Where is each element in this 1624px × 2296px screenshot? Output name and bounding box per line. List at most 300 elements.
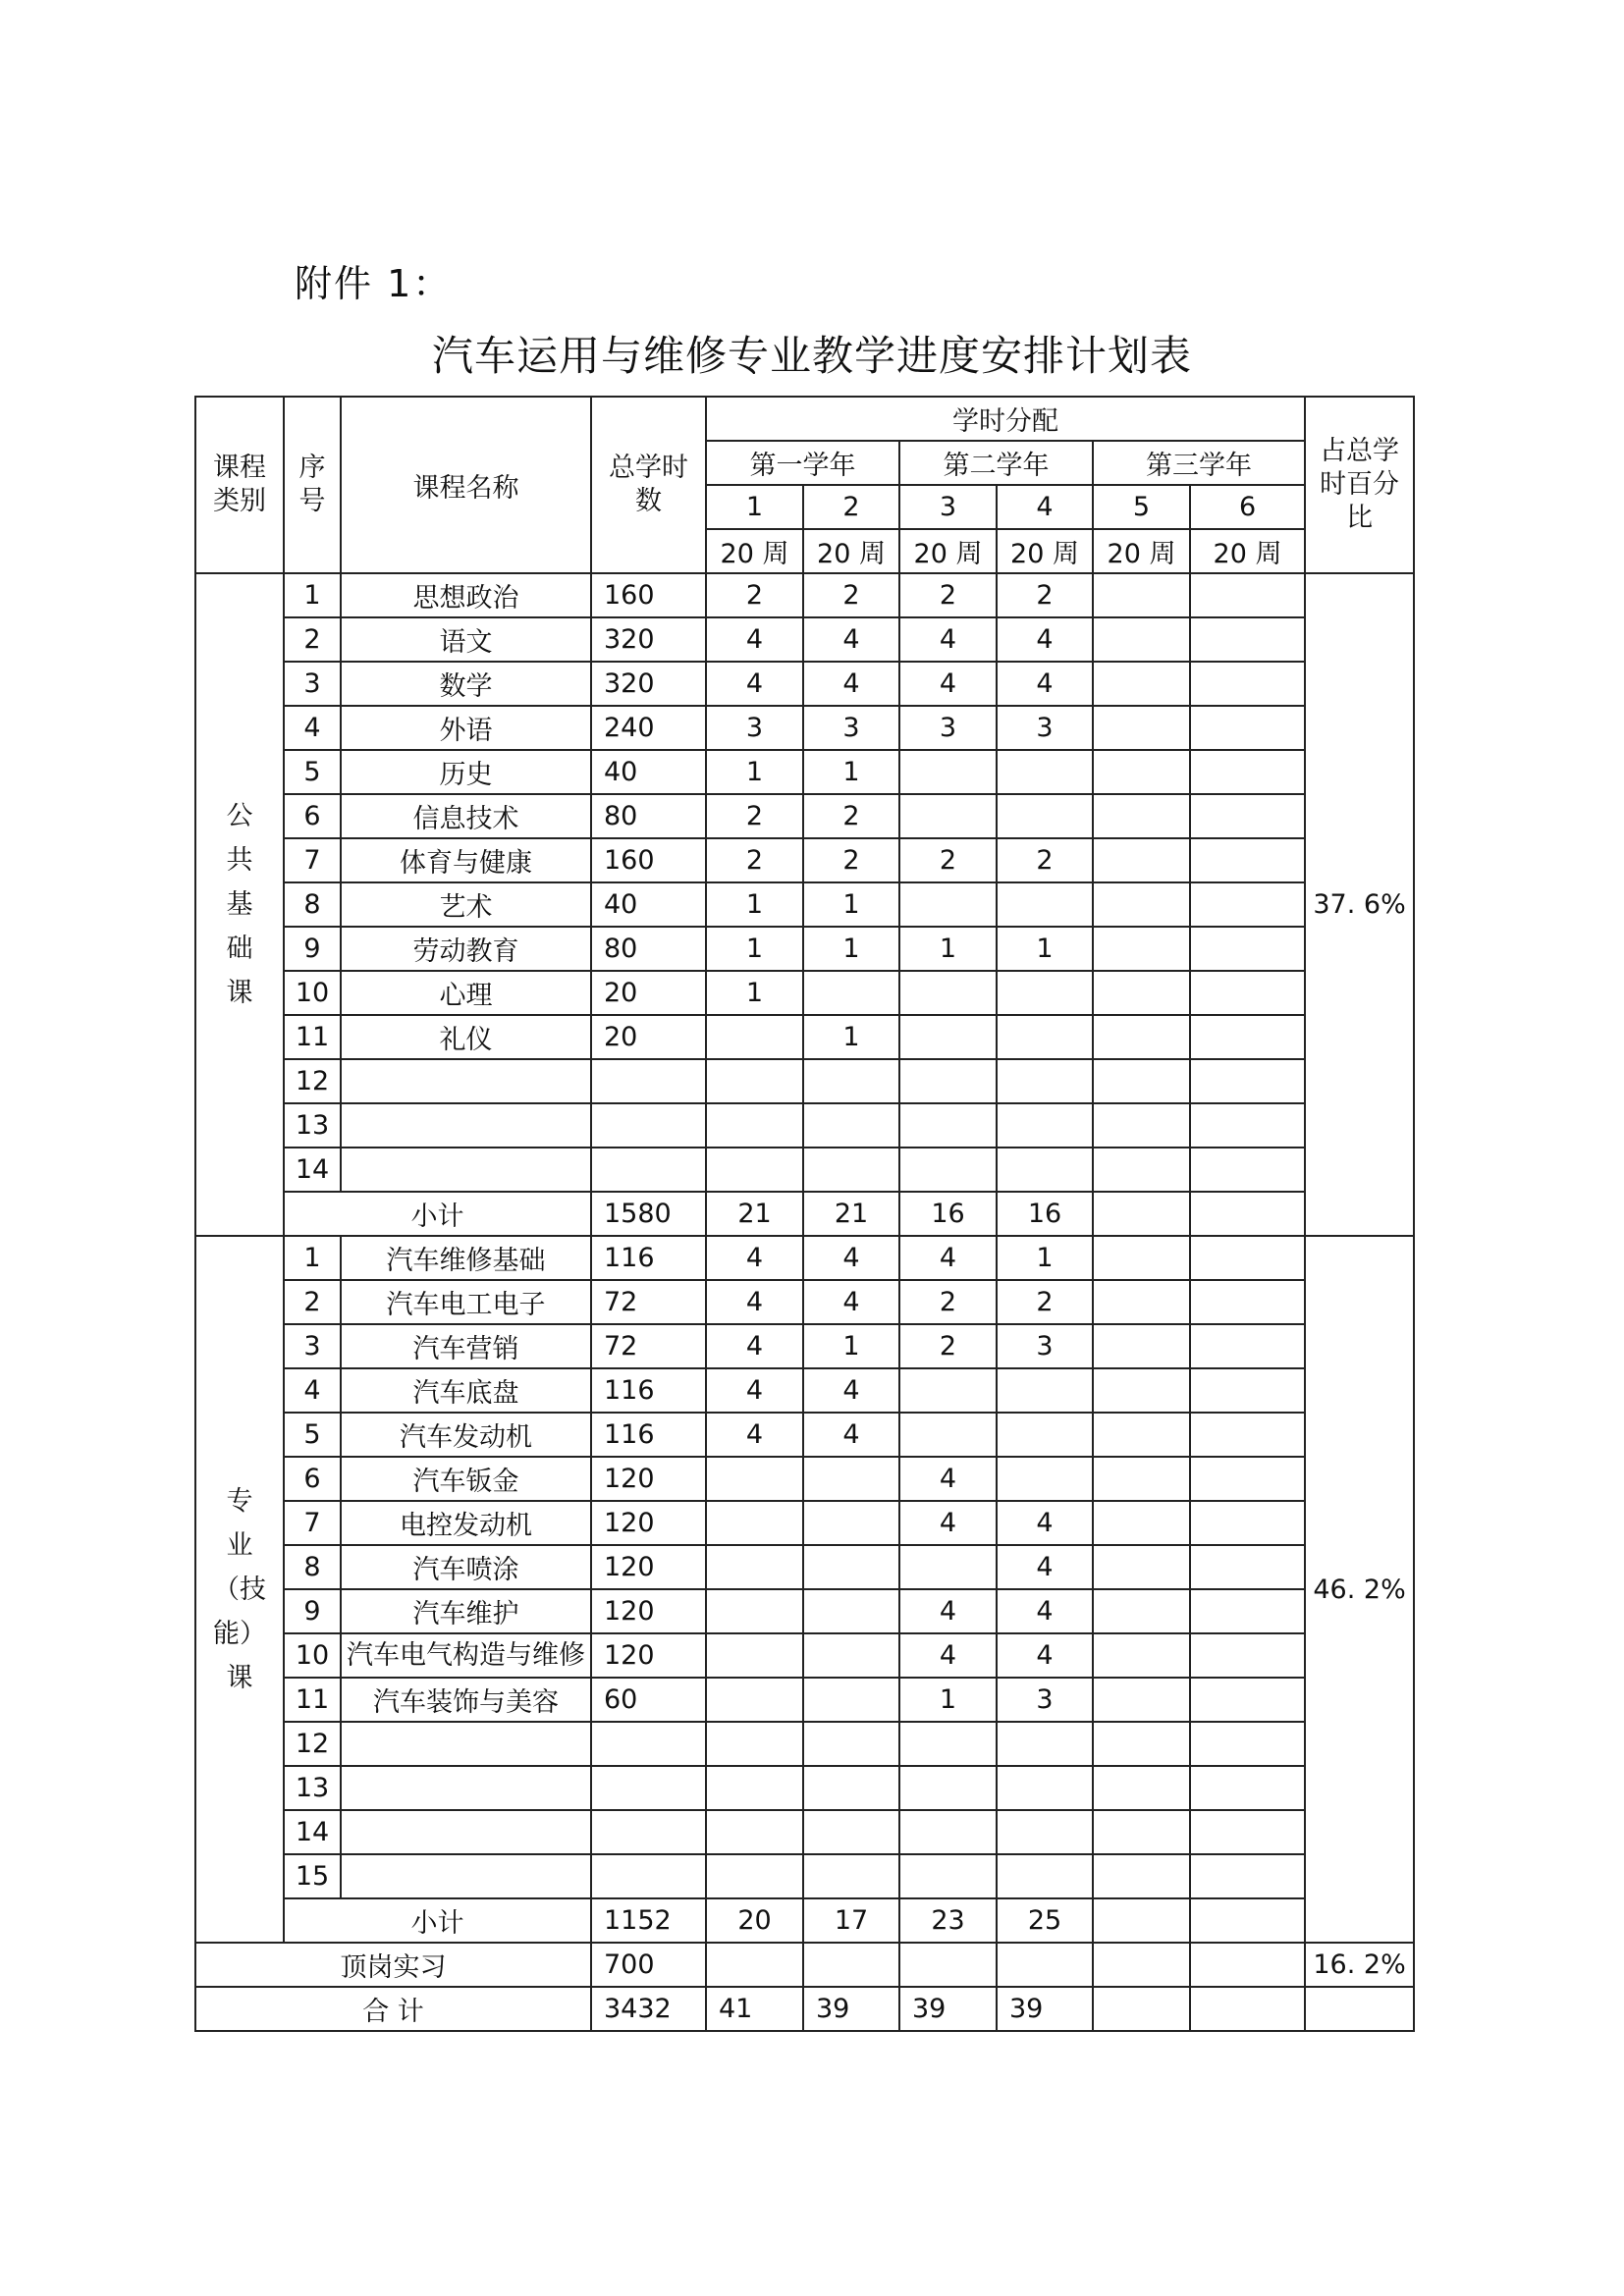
semester-hours-cell bbox=[997, 1368, 1093, 1413]
subtotal-semester-cell: 21 bbox=[706, 1192, 803, 1236]
semester-hours-cell bbox=[997, 1854, 1093, 1898]
semester-hours-cell bbox=[1190, 1854, 1305, 1898]
seq-cell: 4 bbox=[284, 1368, 341, 1413]
total-hours-cell: 120 bbox=[591, 1457, 706, 1501]
course-name-cell: 汽车装饰与美容 bbox=[341, 1678, 591, 1722]
total-hours-cell bbox=[591, 1854, 706, 1898]
semester-hours-cell bbox=[706, 1103, 803, 1148]
total-hours-cell: 120 bbox=[591, 1633, 706, 1678]
semester-hours-cell bbox=[899, 750, 997, 794]
semester-hours-cell bbox=[997, 1148, 1093, 1192]
semester-hours-cell bbox=[1093, 971, 1190, 1015]
percent-cell-public: 37. 6% bbox=[1305, 573, 1414, 1236]
semester-hours-cell bbox=[1190, 1236, 1305, 1280]
semester-hours-cell bbox=[1093, 1810, 1190, 1854]
total-hours-cell: 240 bbox=[591, 706, 706, 750]
subtotal-semester-cell: 21 bbox=[803, 1192, 899, 1236]
semester-hours-cell: 4 bbox=[899, 662, 997, 706]
header-year-3: 第三学年 bbox=[1093, 441, 1305, 485]
internship-total: 700 bbox=[591, 1943, 706, 1987]
semester-hours-cell: 1 bbox=[899, 927, 997, 971]
seq-cell: 7 bbox=[284, 1501, 341, 1545]
semester-hours-cell bbox=[899, 882, 997, 927]
semester-hours-cell bbox=[1093, 617, 1190, 662]
category-char: 能） bbox=[213, 1618, 266, 1649]
category-cell-professional bbox=[195, 1236, 284, 1943]
semester-hours-cell: 4 bbox=[706, 1368, 803, 1413]
semester-hours-cell bbox=[1093, 1854, 1190, 1898]
semester-hours-cell bbox=[997, 1015, 1093, 1059]
grand-total-label: 合 计 bbox=[195, 1987, 591, 2031]
total-hours-cell: 160 bbox=[591, 573, 706, 617]
semester-hours-cell bbox=[1190, 1589, 1305, 1633]
semester-hours-cell bbox=[1190, 1678, 1305, 1722]
course-name-cell: 汽车维修基础 bbox=[341, 1236, 591, 1280]
subtotal-label: 小计 bbox=[284, 1192, 591, 1236]
table-row bbox=[195, 706, 1414, 750]
semester-hours-cell: 4 bbox=[899, 1457, 997, 1501]
course-name-cell: 信息技术 bbox=[341, 794, 591, 838]
header-course-name: 课程名称 bbox=[341, 397, 591, 573]
table-row bbox=[195, 794, 1414, 838]
semester-hours-cell: 2 bbox=[803, 573, 899, 617]
table-row bbox=[195, 573, 1414, 617]
semester-hours-cell bbox=[706, 1766, 803, 1810]
semester-hours-cell bbox=[1190, 1368, 1305, 1413]
header-weeks: 20 周 bbox=[1190, 529, 1305, 573]
semester-hours-cell bbox=[706, 1501, 803, 1545]
seq-cell: 15 bbox=[284, 1854, 341, 1898]
total-hours-cell: 72 bbox=[591, 1324, 706, 1368]
seq-cell: 10 bbox=[284, 1633, 341, 1678]
course-name-cell: 电控发动机 bbox=[341, 1501, 591, 1545]
grand-total-hours: 3432 bbox=[591, 1987, 706, 2031]
table-row bbox=[195, 1148, 1414, 1192]
semester-hours-cell bbox=[1190, 971, 1305, 1015]
semester-hours-cell: 2 bbox=[803, 838, 899, 882]
header-seq: 序号 bbox=[284, 397, 341, 573]
total-hours-cell: 20 bbox=[591, 1015, 706, 1059]
semester-hours-cell: 1 bbox=[706, 750, 803, 794]
semester-hours-cell bbox=[1190, 1722, 1305, 1766]
semester-hours-cell bbox=[706, 1457, 803, 1501]
semester-hours-cell bbox=[706, 1633, 803, 1678]
semester-hours-cell bbox=[706, 1059, 803, 1103]
total-hours-cell: 320 bbox=[591, 662, 706, 706]
header-semester: 3 bbox=[899, 485, 997, 529]
semester-hours-cell: 4 bbox=[706, 662, 803, 706]
header-semester: 5 bbox=[1093, 485, 1190, 529]
semester-hours-cell bbox=[706, 1589, 803, 1633]
seq-cell: 2 bbox=[284, 1280, 341, 1324]
semester-hours-cell bbox=[706, 1854, 803, 1898]
seq-cell: 8 bbox=[284, 882, 341, 927]
seq-cell: 1 bbox=[284, 573, 341, 617]
course-name-cell: 体育与健康 bbox=[341, 838, 591, 882]
grand-total-semester-cell bbox=[1093, 1987, 1190, 2031]
course-name-cell: 汽车底盘 bbox=[341, 1368, 591, 1413]
attachment-label: 附件 1： bbox=[295, 262, 453, 305]
total-hours-cell bbox=[591, 1766, 706, 1810]
header-total-hours: 总学时数 bbox=[591, 397, 706, 573]
seq-cell: 3 bbox=[284, 662, 341, 706]
semester-hours-cell bbox=[1190, 1457, 1305, 1501]
semester-hours-cell bbox=[899, 1413, 997, 1457]
semester-hours-cell: 3 bbox=[997, 706, 1093, 750]
table-row bbox=[195, 1810, 1414, 1854]
semester-hours-cell: 3 bbox=[899, 706, 997, 750]
semester-hours-cell bbox=[899, 1766, 997, 1810]
semester-hours-cell bbox=[1093, 1103, 1190, 1148]
semester-hours-cell: 4 bbox=[803, 1413, 899, 1457]
header-year-1: 第一学年 bbox=[706, 441, 899, 485]
semester-hours-cell: 4 bbox=[706, 1280, 803, 1324]
semester-hours-cell: 2 bbox=[997, 573, 1093, 617]
total-hours-cell: 40 bbox=[591, 750, 706, 794]
course-name-cell: 汽车维护 bbox=[341, 1589, 591, 1633]
semester-hours-cell: 2 bbox=[899, 1280, 997, 1324]
semester-hours-cell bbox=[997, 1810, 1093, 1854]
seq-cell: 12 bbox=[284, 1059, 341, 1103]
grand-total-semester-cell: 39 bbox=[803, 1987, 899, 2031]
semester-hours-cell: 2 bbox=[899, 1324, 997, 1368]
semester-hours-cell bbox=[899, 1059, 997, 1103]
course-name-cell bbox=[341, 1766, 591, 1810]
semester-hours-cell bbox=[1093, 1457, 1190, 1501]
semester-hours-cell bbox=[899, 1854, 997, 1898]
total-hours-cell bbox=[591, 1059, 706, 1103]
semester-hours-cell bbox=[706, 1678, 803, 1722]
semester-hours-cell: 1 bbox=[803, 1324, 899, 1368]
seq-cell: 11 bbox=[284, 1678, 341, 1722]
total-hours-cell: 116 bbox=[591, 1236, 706, 1280]
semester-hours-cell bbox=[899, 794, 997, 838]
grand-total-semester-cell: 41 bbox=[706, 1987, 803, 2031]
course-name-cell: 汽车喷涂 bbox=[341, 1545, 591, 1589]
table-row bbox=[195, 1015, 1414, 1059]
semester-hours-cell bbox=[803, 1148, 899, 1192]
teaching-plan-table bbox=[194, 396, 1415, 2032]
semester-hours-cell bbox=[997, 1457, 1093, 1501]
page-title: 汽车运用与维修专业教学进度安排计划表 bbox=[431, 332, 1192, 380]
semester-hours-cell bbox=[1190, 927, 1305, 971]
semester-hours-cell bbox=[1190, 1103, 1305, 1148]
subtotal-semester-cell: 23 bbox=[899, 1898, 997, 1943]
semester-hours-cell bbox=[803, 1589, 899, 1633]
course-name-cell: 汽车营销 bbox=[341, 1324, 591, 1368]
semester-hours-cell bbox=[1093, 750, 1190, 794]
internship-label: 顶岗实习 bbox=[195, 1943, 591, 1987]
semester-hours-cell: 2 bbox=[997, 1280, 1093, 1324]
grand-total-semester-cell: 39 bbox=[997, 1987, 1093, 2031]
course-name-cell: 外语 bbox=[341, 706, 591, 750]
semester-hours-cell bbox=[1190, 662, 1305, 706]
semester-hours-cell: 4 bbox=[899, 1236, 997, 1280]
header-semester: 1 bbox=[706, 485, 803, 529]
course-name-cell: 数学 bbox=[341, 662, 591, 706]
table-row bbox=[195, 662, 1414, 706]
subtotal-semester-cell: 25 bbox=[997, 1898, 1093, 1943]
seq-cell: 13 bbox=[284, 1103, 341, 1148]
semester-hours-cell: 4 bbox=[997, 1501, 1093, 1545]
total-hours-cell: 60 bbox=[591, 1678, 706, 1722]
seq-cell: 8 bbox=[284, 1545, 341, 1589]
category-char: 共 bbox=[226, 845, 253, 876]
course-name-cell: 心理 bbox=[341, 971, 591, 1015]
semester-hours-cell bbox=[706, 1810, 803, 1854]
semester-hours-cell: 1 bbox=[706, 882, 803, 927]
semester-hours-cell bbox=[1190, 1810, 1305, 1854]
grand-total-row bbox=[195, 1987, 1414, 2031]
semester-hours-cell bbox=[1190, 794, 1305, 838]
header-semester: 6 bbox=[1190, 485, 1305, 529]
semester-hours-cell bbox=[899, 1545, 997, 1589]
semester-hours-cell: 3 bbox=[997, 1324, 1093, 1368]
table-row bbox=[195, 927, 1414, 971]
grand-total-percent bbox=[1305, 1987, 1414, 2031]
semester-hours-cell bbox=[1190, 706, 1305, 750]
table-row bbox=[195, 750, 1414, 794]
table-row bbox=[195, 1059, 1414, 1103]
internship-semester-cell bbox=[899, 1943, 997, 1987]
category-char: 专 bbox=[226, 1485, 253, 1517]
semester-hours-cell bbox=[997, 1103, 1093, 1148]
table-row bbox=[195, 617, 1414, 662]
semester-hours-cell: 2 bbox=[899, 838, 997, 882]
semester-hours-cell bbox=[1190, 1015, 1305, 1059]
semester-hours-cell bbox=[1190, 1501, 1305, 1545]
table-row bbox=[195, 1368, 1414, 1413]
semester-hours-cell: 2 bbox=[706, 794, 803, 838]
semester-hours-cell bbox=[803, 1633, 899, 1678]
semester-hours-cell bbox=[1093, 1413, 1190, 1457]
seq-cell: 9 bbox=[284, 1589, 341, 1633]
header-semester: 4 bbox=[997, 485, 1093, 529]
semester-hours-cell: 1 bbox=[803, 1015, 899, 1059]
semester-hours-cell bbox=[997, 794, 1093, 838]
total-hours-cell bbox=[591, 1103, 706, 1148]
semester-hours-cell bbox=[1093, 927, 1190, 971]
semester-hours-cell bbox=[1093, 1015, 1190, 1059]
semester-hours-cell: 1 bbox=[803, 882, 899, 927]
subtotal-semester-cell bbox=[1093, 1192, 1190, 1236]
semester-hours-cell bbox=[997, 1413, 1093, 1457]
semester-hours-cell: 4 bbox=[997, 1545, 1093, 1589]
semester-hours-cell bbox=[803, 1501, 899, 1545]
seq-cell: 9 bbox=[284, 927, 341, 971]
total-hours-cell: 80 bbox=[591, 794, 706, 838]
semester-hours-cell bbox=[1093, 1633, 1190, 1678]
semester-hours-cell bbox=[997, 1722, 1093, 1766]
table-row bbox=[195, 1545, 1414, 1589]
semester-hours-cell bbox=[997, 971, 1093, 1015]
course-name-cell: 礼仪 bbox=[341, 1015, 591, 1059]
semester-hours-cell bbox=[1093, 838, 1190, 882]
semester-hours-cell bbox=[1093, 1059, 1190, 1103]
total-hours-cell: 320 bbox=[591, 617, 706, 662]
header-weeks: 20 周 bbox=[803, 529, 899, 573]
semester-hours-cell: 1 bbox=[706, 971, 803, 1015]
table-row bbox=[195, 1413, 1414, 1457]
semester-hours-cell: 2 bbox=[706, 838, 803, 882]
course-name-cell: 汽车发动机 bbox=[341, 1413, 591, 1457]
semester-hours-cell: 1 bbox=[997, 927, 1093, 971]
internship-semester-cell bbox=[1190, 1943, 1305, 1987]
semester-hours-cell bbox=[706, 1722, 803, 1766]
header-category: 课程类别 bbox=[195, 397, 284, 573]
total-hours-cell: 116 bbox=[591, 1368, 706, 1413]
table-row bbox=[195, 1854, 1414, 1898]
semester-hours-cell bbox=[803, 1678, 899, 1722]
semester-hours-cell bbox=[803, 1722, 899, 1766]
table-row bbox=[195, 1678, 1414, 1722]
table-row bbox=[195, 1280, 1414, 1324]
semester-hours-cell bbox=[1190, 1148, 1305, 1192]
course-name-cell: 劳动教育 bbox=[341, 927, 591, 971]
semester-hours-cell bbox=[1190, 750, 1305, 794]
seq-cell: 5 bbox=[284, 750, 341, 794]
semester-hours-cell bbox=[1093, 706, 1190, 750]
seq-cell: 7 bbox=[284, 838, 341, 882]
semester-hours-cell: 4 bbox=[997, 662, 1093, 706]
subtotal-total: 1152 bbox=[591, 1898, 706, 1943]
semester-hours-cell bbox=[1093, 1148, 1190, 1192]
seq-cell: 4 bbox=[284, 706, 341, 750]
subtotal-semester-cell: 17 bbox=[803, 1898, 899, 1943]
course-name-cell: 艺术 bbox=[341, 882, 591, 927]
seq-cell: 13 bbox=[284, 1766, 341, 1810]
semester-hours-cell bbox=[899, 1148, 997, 1192]
header-weeks: 20 周 bbox=[706, 529, 803, 573]
semester-hours-cell bbox=[899, 1722, 997, 1766]
semester-hours-cell: 4 bbox=[803, 1280, 899, 1324]
semester-hours-cell bbox=[1190, 1059, 1305, 1103]
semester-hours-cell: 1 bbox=[803, 750, 899, 794]
semester-hours-cell: 4 bbox=[997, 617, 1093, 662]
grand-total-semester-cell: 39 bbox=[899, 1987, 997, 2031]
semester-hours-cell bbox=[803, 1457, 899, 1501]
semester-hours-cell bbox=[803, 1545, 899, 1589]
semester-hours-cell: 1 bbox=[706, 927, 803, 971]
internship-semester-cell bbox=[706, 1943, 803, 1987]
grand-total-semester-cell bbox=[1190, 1987, 1305, 2031]
category-char: 础 bbox=[226, 934, 253, 964]
header-allocation: 学时分配 bbox=[706, 397, 1305, 441]
header-weeks: 20 周 bbox=[899, 529, 997, 573]
course-name-cell bbox=[341, 1722, 591, 1766]
internship-semester-cell bbox=[997, 1943, 1093, 1987]
semester-hours-cell bbox=[803, 1810, 899, 1854]
semester-hours-cell: 4 bbox=[706, 1413, 803, 1457]
category-char: （技 bbox=[213, 1574, 266, 1605]
semester-hours-cell bbox=[997, 1766, 1093, 1810]
seq-cell: 12 bbox=[284, 1722, 341, 1766]
course-name-cell: 历史 bbox=[341, 750, 591, 794]
total-hours-cell: 120 bbox=[591, 1545, 706, 1589]
semester-hours-cell bbox=[1190, 838, 1305, 882]
table-row bbox=[195, 1457, 1414, 1501]
semester-hours-cell bbox=[1190, 1280, 1305, 1324]
semester-hours-cell bbox=[1093, 573, 1190, 617]
seq-cell: 5 bbox=[284, 1413, 341, 1457]
total-hours-cell: 20 bbox=[591, 971, 706, 1015]
semester-hours-cell: 4 bbox=[997, 1633, 1093, 1678]
semester-hours-cell: 2 bbox=[706, 573, 803, 617]
subtotal-semester-cell bbox=[1190, 1192, 1305, 1236]
semester-hours-cell bbox=[1190, 1324, 1305, 1368]
subtotal-semester-cell bbox=[1190, 1898, 1305, 1943]
semester-hours-cell bbox=[1190, 573, 1305, 617]
category-cell-public bbox=[195, 573, 284, 1236]
seq-cell: 3 bbox=[284, 1324, 341, 1368]
semester-hours-cell bbox=[997, 750, 1093, 794]
internship-semester-cell bbox=[803, 1943, 899, 1987]
table-row bbox=[195, 1589, 1414, 1633]
header-year-2: 第二学年 bbox=[899, 441, 1093, 485]
semester-hours-cell: 3 bbox=[803, 706, 899, 750]
semester-hours-cell: 3 bbox=[706, 706, 803, 750]
total-hours-cell: 160 bbox=[591, 838, 706, 882]
semester-hours-cell bbox=[803, 1766, 899, 1810]
semester-hours-cell bbox=[1190, 882, 1305, 927]
semester-hours-cell bbox=[1190, 1413, 1305, 1457]
semester-hours-cell bbox=[899, 1103, 997, 1148]
course-name-cell: 汽车钣金 bbox=[341, 1457, 591, 1501]
category-char: 课 bbox=[226, 1662, 253, 1693]
semester-hours-cell bbox=[899, 1810, 997, 1854]
seq-cell: 14 bbox=[284, 1148, 341, 1192]
semester-hours-cell bbox=[1093, 1280, 1190, 1324]
course-name-cell bbox=[341, 1810, 591, 1854]
total-hours-cell bbox=[591, 1810, 706, 1854]
semester-hours-cell bbox=[803, 1059, 899, 1103]
semester-hours-cell bbox=[997, 1059, 1093, 1103]
header-percent: 占总学时百分比 bbox=[1305, 397, 1414, 573]
course-name-cell: 思想政治 bbox=[341, 573, 591, 617]
table-row bbox=[195, 838, 1414, 882]
semester-hours-cell: 4 bbox=[706, 1324, 803, 1368]
subtotal-label: 小计 bbox=[284, 1898, 591, 1943]
total-hours-cell: 72 bbox=[591, 1280, 706, 1324]
header-weeks: 20 周 bbox=[1093, 529, 1190, 573]
total-hours-cell: 80 bbox=[591, 927, 706, 971]
semester-hours-cell bbox=[1093, 1766, 1190, 1810]
course-name-cell bbox=[341, 1059, 591, 1103]
semester-hours-cell bbox=[1093, 1722, 1190, 1766]
seq-cell: 14 bbox=[284, 1810, 341, 1854]
subtotal-semester-cell: 16 bbox=[899, 1192, 997, 1236]
semester-hours-cell: 4 bbox=[803, 617, 899, 662]
semester-hours-cell: 1 bbox=[997, 1236, 1093, 1280]
semester-hours-cell: 2 bbox=[803, 794, 899, 838]
semester-hours-cell bbox=[803, 1103, 899, 1148]
semester-hours-cell bbox=[706, 1148, 803, 1192]
table-row bbox=[195, 1766, 1414, 1810]
category-char: 公 bbox=[226, 801, 253, 831]
course-name-cell bbox=[341, 1148, 591, 1192]
semester-hours-cell: 4 bbox=[803, 662, 899, 706]
seq-cell: 10 bbox=[284, 971, 341, 1015]
internship-semester-cell bbox=[1093, 1943, 1190, 1987]
header-weeks: 20 周 bbox=[997, 529, 1093, 573]
total-hours-cell bbox=[591, 1722, 706, 1766]
seq-cell: 6 bbox=[284, 1457, 341, 1501]
seq-cell: 2 bbox=[284, 617, 341, 662]
semester-hours-cell: 4 bbox=[997, 1589, 1093, 1633]
semester-hours-cell: 4 bbox=[706, 1236, 803, 1280]
total-hours-cell: 120 bbox=[591, 1589, 706, 1633]
semester-hours-cell: 4 bbox=[899, 1501, 997, 1545]
